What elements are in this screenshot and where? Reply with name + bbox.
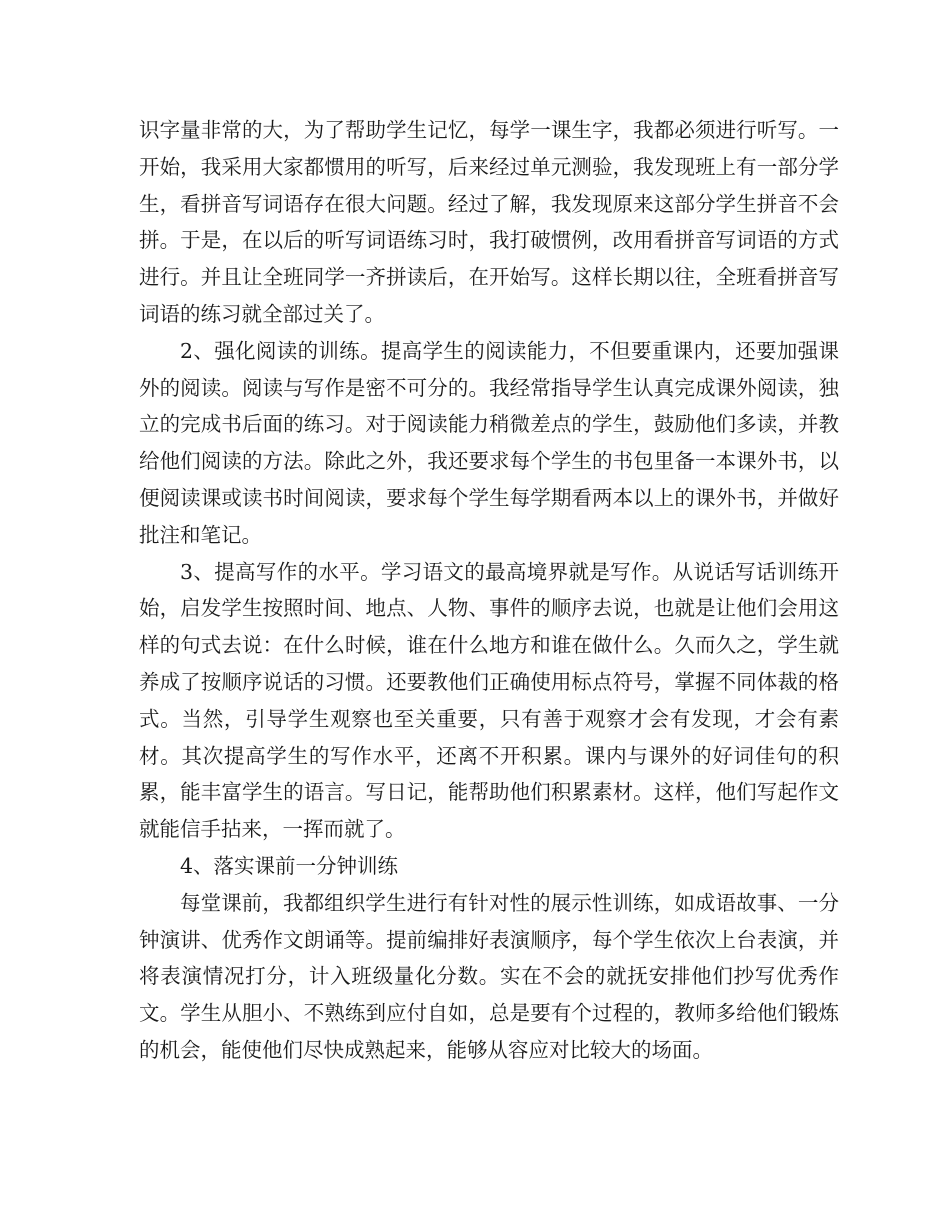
paragraph-reading-training: 2、强化阅读的训练。提高学生的阅读能力，不但要重课内，还要加强课外的阅读。阅读与写作是密不可分的。我经常指导学生认真完成课外阅读，独立的完成书后面的练习。对于阅读能力稍微差点的学生，鼓励他们多读，并教给他们阅读的方法。除此之外，我还要求每个学生的书包里备一本课外书，以便阅读课或读书时间阅读，要求每个学生每学期看两本以上的课外书，并做好批注和笔记。 [139, 338, 839, 547]
paragraph-writing-level: 3、提高写作的水平。学习语文的最高境界就是写作。从说话写话训练开始，启发学生按照时间、地点、人物、事件的顺序去说，也就是让他们会用这样的句式去说：在什么时候，谁在什么地方和谁在做什么。久而久之，学生就养成了按顺序说话的习惯。还要教他们正确使用标点符号，掌握不同体裁的格式。当然，引导学生观察也至关重要，只有善于观察才会有发现，才会有素材。其次提高学生的写作水平，还离不开积累。课内与课外的好词佳句的积累，能丰富学生的语言。写日记，能帮助他们积累素材。这样，他们写起作文就能信手拈来，一挥而就了。 [139, 559, 839, 842]
document-body [139, 112, 839, 1069]
paragraph-one-minute-training: 每堂课前，我都组织学生进行有针对性的展示性训练，如成语故事、一分钟演讲、优秀作文朗诵等。提前编排好表演顺序，每个学生依次上台表演，并将表演情况打分，计入班级量化分数。实在不会的就抚安排他们抄写优秀作文。学生从胆小、不熟练到应付自如，总是要有个过程的，教师多给他们锻炼的机会，能使他们尽快成熟起来，能够从容应对比较大的场面。 [139, 890, 839, 1062]
paragraph-continuation: 识字量非常的大，为了帮助学生记忆，每学一课生字，我都必须进行听写。一开始，我采用大家都惯用的听写，后来经过单元测验，我发现班上有一部分学生，看拼音写词语存在很大问题。经过了解，我发现原来这部分学生拼音不会拼。于是，在以后的听写词语练习时，我打破惯例，改用看拼音写词语的方式进行。并且让全班同学一齐拼读后，在开始写。这样长期以往，全班看拼音写词语的练习就全部过关了。 [139, 118, 839, 326]
paragraph-one-minute-heading: 4、落实课前一分钟训练 [180, 853, 399, 878]
